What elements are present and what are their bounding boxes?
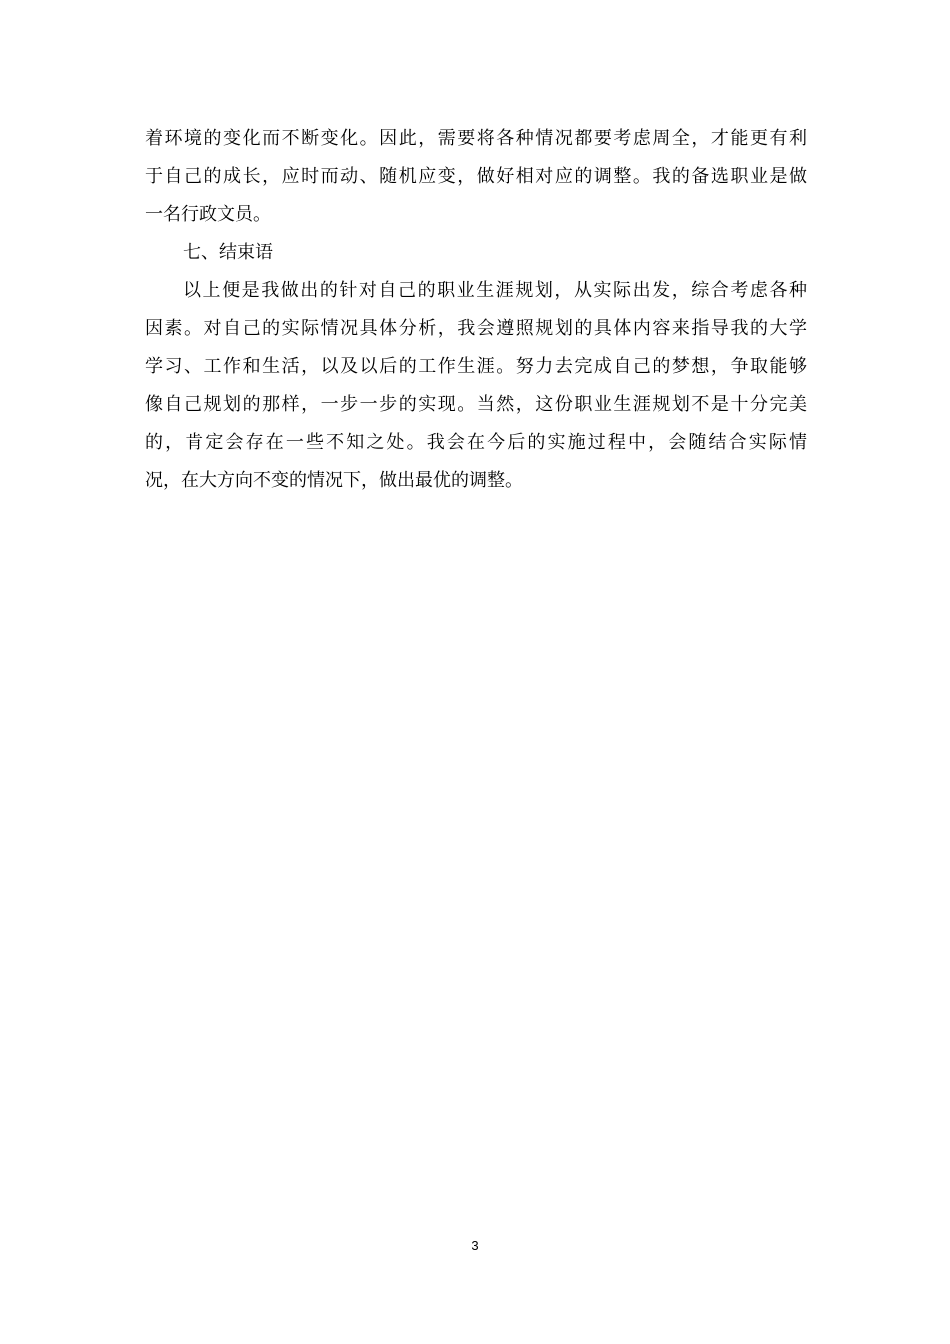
paragraph-line: 况，在大方向不变的情况下，做出最优的调整。 bbox=[145, 470, 523, 491]
paragraph-line: 着环境的变化而不断变化。因此，需要将各种情况都要考虑周全，才能更有利 bbox=[145, 128, 807, 149]
paragraph-line: 的，肯定会存在一些不知之处。我会在今后的实施过程中，会随结合实际情 bbox=[145, 432, 807, 453]
document-body bbox=[145, 120, 807, 500]
paragraph-line: 学习、工作和生活，以及以后的工作生涯。努力去完成自己的梦想，争取能够 bbox=[145, 356, 807, 377]
paragraph-line: 因素。对自己的实际情况具体分析，我会遵照规划的具体内容来指导我的大学 bbox=[145, 318, 807, 339]
paragraph-line: 以上便是我做出的针对自己的职业生涯规划，从实际出发，综合考虑各种 bbox=[183, 280, 807, 301]
page-number: 3 bbox=[471, 1238, 479, 1253]
section-heading: 七、结束语 bbox=[183, 242, 273, 263]
paragraph-line: 于自己的成长，应时而动、随机应变，做好相对应的调整。我的备选职业是做 bbox=[145, 166, 807, 187]
paragraph-line: 一名行政文员。 bbox=[145, 204, 271, 225]
paragraph-line: 像自己规划的那样，一步一步的实现。当然，这份职业生涯规划不是十分完美 bbox=[145, 394, 807, 415]
